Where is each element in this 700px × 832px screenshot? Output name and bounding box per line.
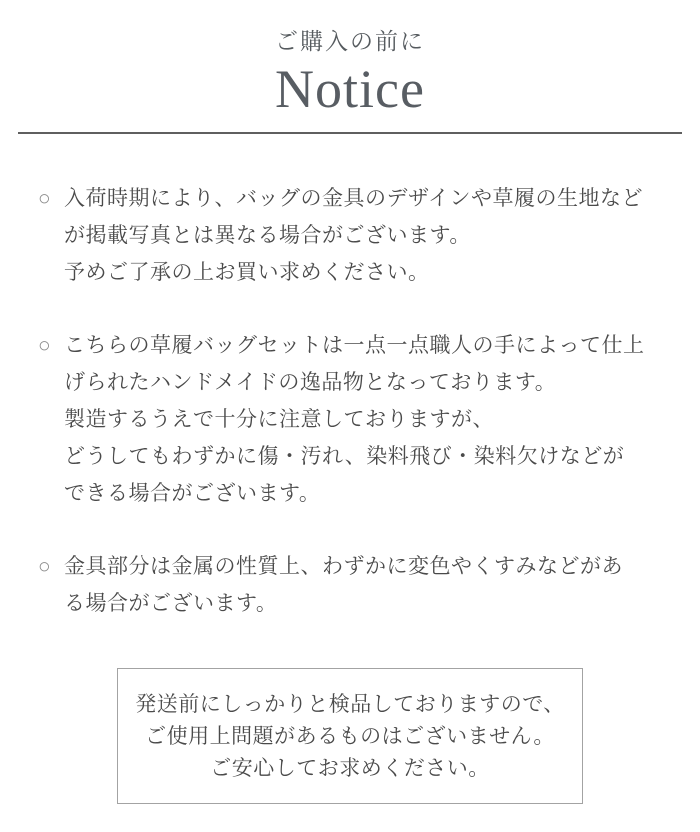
page-header	[0, 0, 700, 120]
notice-text-line: げられたハンドメイドの逸品物となっております。	[64, 371, 557, 394]
notice-text-line: こちらの草履バッグセットは一点一点職人の手によって仕上	[64, 334, 645, 357]
circle-bullet-icon: ○	[38, 334, 51, 357]
notice-list	[0, 180, 700, 622]
assurance-text-line: 発送前にしっかりと検品しておりますので、	[135, 693, 565, 716]
notice-text-line: どうしてもわずかに傷・汚れ、染料飛び・染料欠けなどが	[64, 445, 625, 468]
header-subtitle: ご購入の前に	[275, 29, 425, 54]
notice-text-line: できる場合がございます。	[64, 482, 321, 505]
notice-text	[64, 327, 670, 512]
assurance-text-line: ご使用上問題があるものはございません。	[145, 725, 555, 748]
circle-bullet-icon: ○	[38, 555, 51, 578]
notice-text-line: 予めご了承の上お買い求めください。	[64, 261, 430, 284]
assurance-box	[117, 668, 583, 804]
notice-text	[64, 180, 670, 291]
page-title: Notice	[275, 59, 425, 119]
notice-text-line: が掲載写真とは異なる場合がございます。	[64, 224, 471, 247]
notice-item-stock-variation	[38, 180, 670, 291]
notice-text-line: 製造するうえで十分に注意しておりますが、	[64, 408, 494, 431]
notice-text	[64, 548, 670, 622]
header-divider	[18, 132, 682, 134]
notice-item-handmade	[38, 327, 670, 512]
notice-text-line: 金具部分は金属の性質上、わずかに変色やくすみなどがあ	[64, 555, 623, 578]
assurance-text-line: ご安心してお求めください。	[210, 757, 490, 780]
circle-bullet-icon: ○	[38, 187, 51, 210]
notice-text-line: る場合がございます。	[64, 592, 278, 615]
notice-text-line: 入荷時期により、バッグの金具のデザインや草履の生地など	[64, 187, 644, 210]
notice-item-metal-parts	[38, 548, 670, 622]
